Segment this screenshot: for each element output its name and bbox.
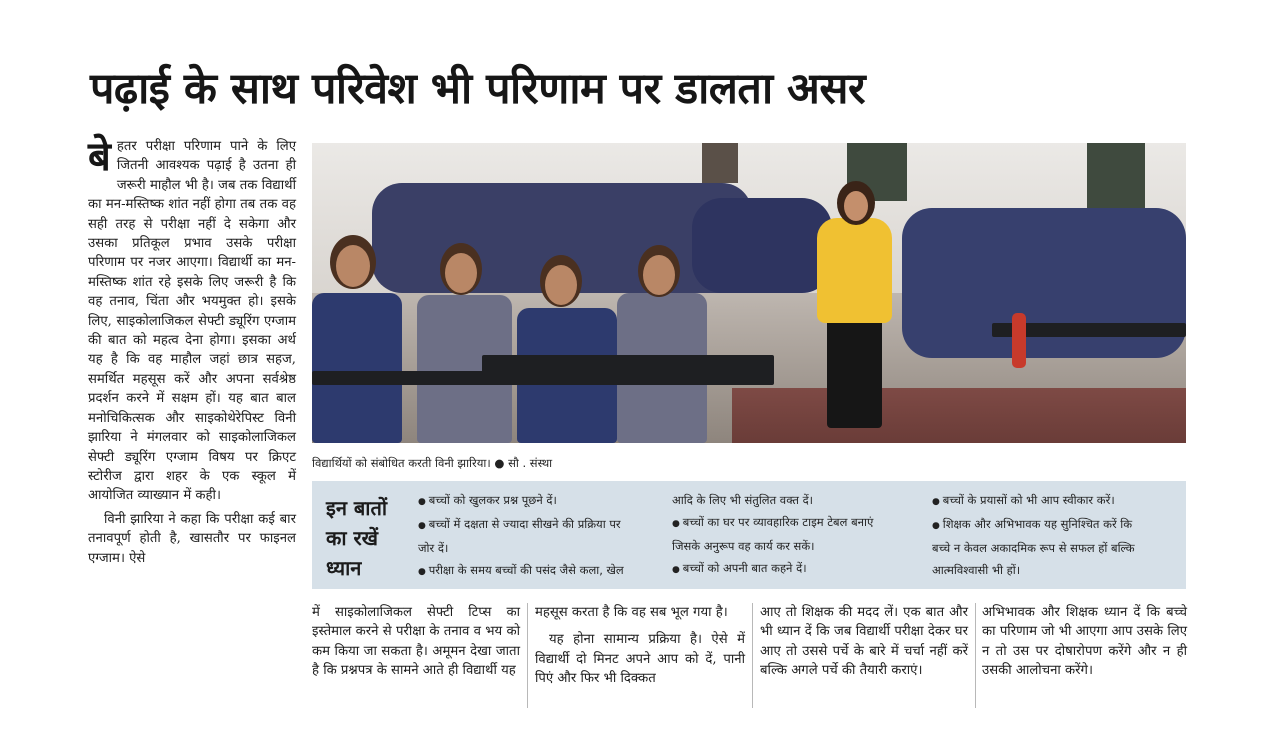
- tip-item: ● बच्चों में दक्षता से ज्यादा सीखने की प्रक्रिया पर: [418, 513, 650, 537]
- tips-box: [312, 481, 1186, 589]
- photo-students-back-center: [692, 198, 832, 293]
- photo-teacher-face: [844, 191, 868, 221]
- tips-column-1: [418, 489, 650, 583]
- photo-water-bottle: [1012, 313, 1026, 368]
- article-column-1: [88, 134, 296, 572]
- article-column-4: [760, 603, 968, 681]
- headline: पढ़ाई के साथ परिवेश भी परिणाम पर डालता असर: [90, 64, 866, 114]
- photo-desk: [482, 355, 774, 375]
- tip-item-continued: आत्मविश्वासी भी हों।: [932, 563, 1021, 577]
- article-column-2: [312, 603, 520, 681]
- photo-caption: विद्यार्थियों को संबोधित करती विनी झारिया। ● सौ . संस्था: [312, 456, 553, 470]
- article-paragraph: अभिभावक और शिक्षक ध्यान दें कि बच्चे का परिणाम जो भी आएगा आप उसके लिए न तो उस पर दोषारोपण करेंगे और न ही उसकी आलोचना करेंगे।: [982, 605, 1187, 679]
- article-paragraph: यह होना सामान्य प्रक्रिया है। ऐसे में विद्यार्थी दो मिनट अपने आप को दें, पानी पिएं और फिर भी दिक्कत: [535, 632, 745, 687]
- tip-item: ● बच्चों का घर पर व्यावहारिक टाइम टेबल बनाएं: [672, 511, 904, 535]
- photo-picture-frame: [702, 143, 738, 183]
- column-divider: [975, 603, 976, 708]
- article-paragraph-2: विनी झारिया ने कहा कि परीक्षा कई बार तनावपूर्ण होती है, खासतौर पर फाइनल एग्जाम। ऐसे: [88, 511, 296, 566]
- photo-floor: [732, 388, 1186, 443]
- tip-item: ● बच्चों को खुलकर प्रश्न पूछने दें।: [418, 489, 650, 513]
- tip-item: ● बच्चों के प्रयासों को भी आप स्वीकार करें।: [932, 489, 1170, 513]
- tip-item: ● बच्चों को अपनी बात कहने दें।: [672, 557, 904, 581]
- tip-item: ● शिक्षक और अभिभावक यह सुनिश्चित करें कि: [932, 513, 1170, 537]
- tip-item: ● परीक्षा के समय बच्चों की पसंद जैसे कला, खेल: [418, 559, 650, 583]
- tip-item-continued: आदि के लिए भी संतुलित वक्त दें।: [672, 493, 814, 507]
- tips-column-3: [932, 489, 1170, 581]
- article-paragraph: में साइकोलाजिकल सेफ्टी टिप्स का इस्तेमाल करने से परीक्षा के तनाव व भय को कम किया जा सकता है। अमूमन देखा जाता है कि प्रश्नपत्र के सामने आते ही विद्यार्थी यह: [312, 605, 520, 679]
- photo-teacher-legs: [827, 318, 882, 428]
- article-column-3: [535, 603, 745, 689]
- photo-teacher: [817, 218, 892, 323]
- tip-item-continued: जोर दें।: [418, 541, 449, 555]
- tips-column-2: [672, 489, 904, 581]
- tip-item-continued: जिसके अनुरूप वह कार्य कर सकें।: [672, 539, 815, 553]
- drop-cap: बे: [88, 134, 111, 180]
- article-column-5: [982, 603, 1187, 681]
- tips-box-title: [326, 493, 421, 583]
- tips-title-line: इन बातों: [326, 496, 388, 520]
- classroom-photo: [312, 143, 1186, 443]
- column-divider: [527, 603, 528, 708]
- article-paragraph: आए तो शिक्षक की मदद लें। एक बात और भी ध्यान दें कि जब विद्यार्थी परीक्षा देकर घर आए तो उससे पर्चे के बारे में चर्चा नहीं करें बल्कि अगले पर्चे की तैयारी कराएं।: [760, 605, 968, 679]
- tip-item-continued: बच्चे न केवल अकादमिक रूप से सफल हों बल्कि: [932, 541, 1135, 555]
- tips-title-line: ध्यान: [326, 556, 362, 580]
- article-paragraph: महसूस करता है कि वह सब भूल गया है।: [535, 605, 728, 620]
- column-divider: [752, 603, 753, 708]
- tips-title-line: का रखें: [326, 526, 379, 550]
- article-paragraph-1: हतर परीक्षा परिणाम पाने के लिए जितनी आवश्यक पढ़ाई है उतना ही जरूरी माहौल भी है। जब तक विद्यार्थी का मन-मस्तिष्क शांत नहीं होगा तब तक वह सही तरह से परीक्षा नहीं दे सकेगा और उसका प्रतिकूल प्रभाव उसके परीक्षा परिणाम पर नजर आएगा। विद्यार्थी का मन-मस्तिष्क शांत रहे इसके लिए जरूरी है कि वह तनाव, चिंता और भयमुक्त हो। इसके लिए, साइकोलाजिकल सेफ्टी ड्यूरिंग एग्जाम की बात को महत्व देना होगा। इसका अर्थ यह है कि वह माहौल जहां छात्र सहज, समर्थित महसूस करें और अपना सर्वश्रेष्ठ प्रदर्शन करने में सक्षम हों। यह बात बाल मनोचिकित्सक और साइकोथेरेपिस्ट विनी झारिया ने मंगलवार को साइकोलाजिकल सेफ्टी ड्यूरिंग एग्जाम विषय पर क्रिएट स्टोरीज द्वारा शहर के एक स्कूल में आयोजित व्याख्यान में कही।: [88, 139, 296, 504]
